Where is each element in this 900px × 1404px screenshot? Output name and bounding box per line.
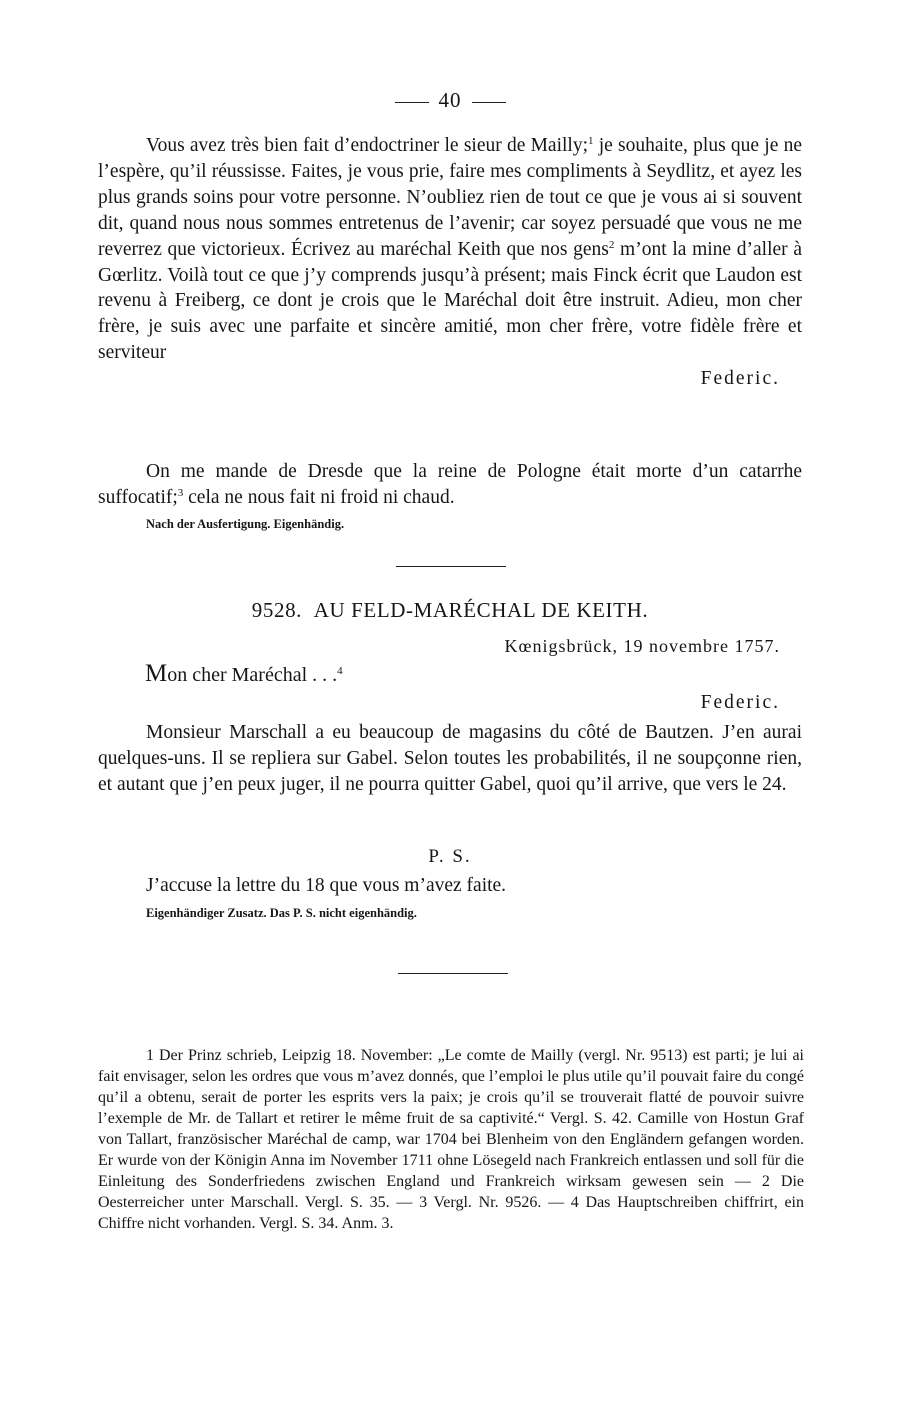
footnote-ref-3: 3 (177, 486, 184, 499)
letter-1-postscript (98, 459, 802, 511)
letter-number: 9528. (251, 598, 303, 622)
letter-2-signature: Federic. (700, 692, 780, 713)
letter-1-signature: Federic. (700, 368, 780, 390)
letter-2-body (98, 720, 802, 798)
letter-place: Kœnigsbrück, (504, 636, 619, 656)
footnote-ref-4: 4 (337, 665, 343, 677)
postscript-text-a: On me mande de Dresde que la reine de Pologne était morte d’un catarrhe suffocatif; (98, 461, 802, 508)
letter-1-body (98, 133, 802, 392)
letter-2-source-note: Eigenhändiger Zusatz. Das P. S. nicht eigenhändig. (146, 906, 417, 920)
letter-2-salutation (145, 660, 343, 688)
letter-1-text-c: m’ont la mine d’aller à Gœrlitz. Voilà tout ce que j’y comprends jusqu’à présent; mais Finck écrit que Laudon est revenu à Freiberg, ce dont je crois que le Maréchal doit être instruit. Adieu, mon cher frère, je suis avec une parfaite et sincère amitié, mon cher frère, votre fidèle frère et serviteur (98, 238, 802, 364)
letter-2-signature-block (98, 690, 802, 716)
ps-body (98, 873, 802, 899)
letter-2-heading (0, 598, 900, 623)
footnotes-text: 1 Der Prinz schrieb, Leipzig 18. November: „Le comte de Mailly (vergl. Nr. 9513) est parti; je lui ai fait envisager, selon les ordres que vous m’avez donnés, que l’emploi le plus utile qu’il pouvait faire du congé qu’il a obtenu, serait de porter les esprits vers la paix; je crois qu’il se trouverait flatté de pouvoir suivre l’exemple de Mr. de Tallart et retirer le même fruit de sa captivité.“ Vergl. S. 42. Camille von Hostun Graf von Tallart, französischer Maréchal de camp, war 1704 bei Blenheim von den Engländern gefangen worden. Er wurde von der Königin Anna im November 1711 ohne Lösegeld nach Frankreich entlassen und soll für die Einleitung des Sonderfriedens zwischen England und Frankreich wirksam gewesen sein — 2 Die Oesterreicher unter Marschall. Vergl. S. 35. — 3 Vergl. Nr. 9526. — 4 Das Hauptschreiben chiffrirt, ein Chiffre nicht vorhanden. Vergl. S. 34. Anm. 3. (98, 1047, 804, 1232)
letter-1-text-b: je souhaite, plus que je ne l’espère, qu’il réussisse. Faites, je vous prie, faire mes compliments à Seydlitz, et ayez les plus grands soins pour votre personne. N’oubliez rien de tout ce que je vous ai si souvent dit, quand nous nous sommes entretenus de l’avenir; car soyez persuadé que vous ne me reverrez que victorieux. Écrivez au maréchal Keith que nos gens (98, 135, 802, 260)
page-number (0, 88, 900, 113)
section-divider-2 (398, 973, 508, 974)
footnote-ref-1: 1 (588, 135, 594, 147)
letter-title: AU FELD-MARÉCHAL DE KEITH. (313, 598, 649, 622)
footnotes (98, 1045, 804, 1234)
page-number-dash-left (395, 102, 429, 103)
section-divider-1 (396, 566, 506, 567)
page-number-value: 40 (438, 88, 462, 112)
ps-paragraph: J’accuse la lettre du 18 que vous m’avez faite. (146, 875, 507, 896)
letter-2-paragraph: Monsieur Marschall a eu beaucoup de magasins du côté de Bautzen. J’en aurai quelques-uns. Il se repliera sur Gabel. Selon toutes les probabilités, il ne soupçonne rien, et autant que j’en peux juger, il ne pourra quitter Gabel, quoi qu’il arrive, que vers le 24. (98, 722, 802, 795)
ps-heading: P. S. (428, 846, 472, 867)
letter-date: 19 novembre 1757. (623, 636, 780, 656)
letter-2-place-date (505, 636, 780, 657)
footnote-ref-2: 2 (608, 238, 615, 251)
postscript-text-b: cela ne nous fait ni froid ni chaud. (183, 486, 455, 508)
salutation-initial: M (145, 660, 168, 687)
letter-1-postscript-paragraph (98, 459, 802, 511)
page-number-dash-right (472, 102, 506, 103)
letter-1-text-a: Vous avez très bien fait d’endoctriner le sieur de Mailly; (146, 135, 589, 156)
letter-1-paragraph (98, 133, 802, 366)
letter-1-source-note: Nach der Ausfertigung. Eigenhändig. (146, 517, 345, 531)
salutation-text: on cher Maréchal . . . (167, 664, 338, 686)
